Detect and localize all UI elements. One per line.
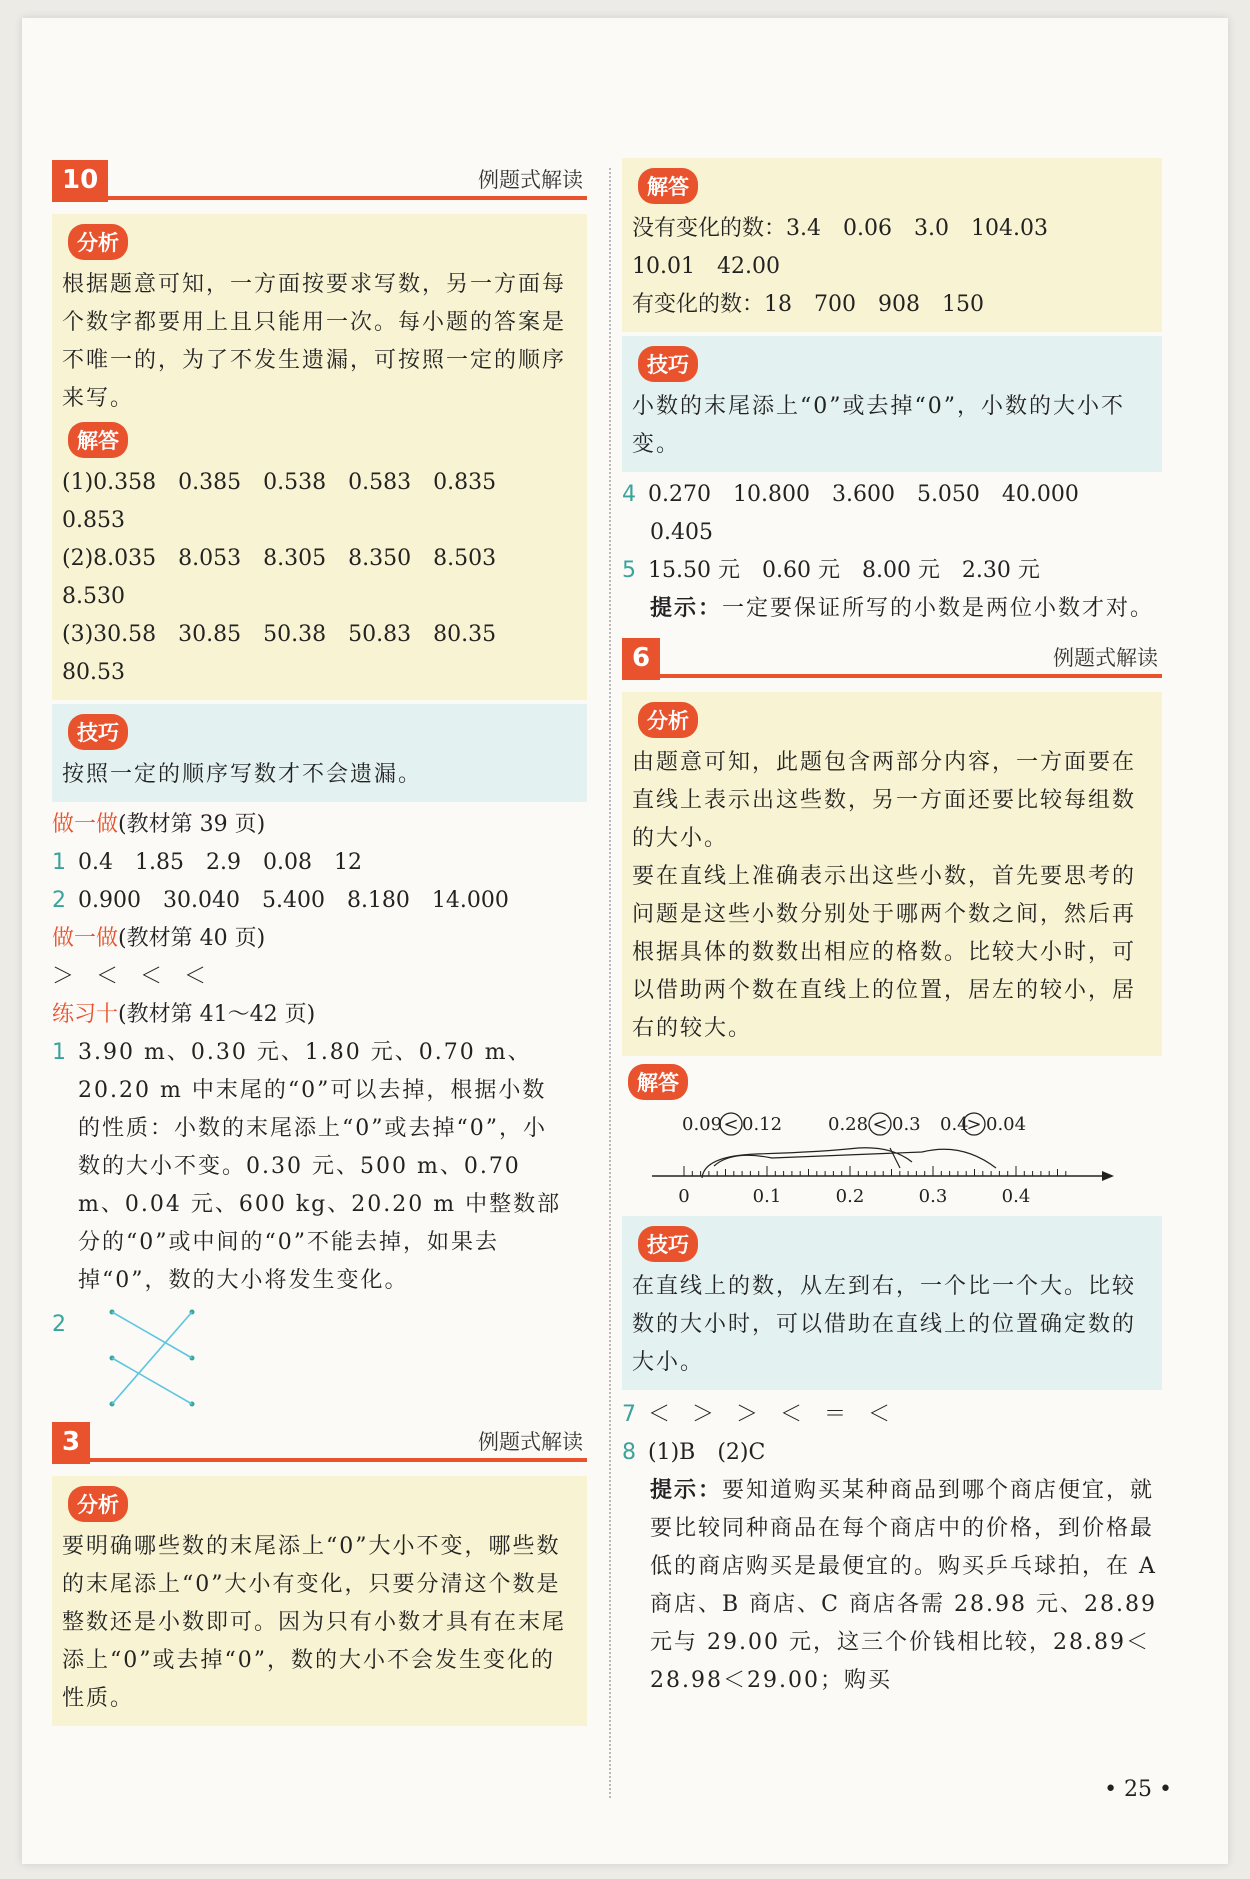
section-title: 例题式解读 bbox=[478, 168, 583, 192]
exercise-heading: 练习十(教材第 41～42 页) bbox=[52, 1002, 316, 1027]
answer-tag: 解答 bbox=[68, 422, 128, 458]
section-10-header bbox=[52, 158, 587, 202]
analysis-tag: 分析 bbox=[638, 702, 698, 738]
left-column bbox=[52, 158, 587, 1730]
question-7: 7 ＜ ＞ ＞ ＜ ＝ ＜ bbox=[622, 1402, 891, 1427]
comparison-right: 0.04 bbox=[986, 1114, 1027, 1135]
analysis-text: 要明确哪些数的末尾添上“0”大小不变，哪些数的末尾添上“0”大小有变化，只要分清这个数是整数还是小数即可。因为只有小数才具有在末尾添上“0”或去掉“0”，数的大小不会发生变化的性质。 bbox=[62, 1534, 567, 1711]
section-6-header bbox=[622, 636, 1162, 680]
answer-line: 10.01 42.00 bbox=[632, 254, 780, 279]
tip-tag: 技巧 bbox=[638, 346, 698, 382]
question-8-hint: 提示：要知道购买某种商品到哪个商店便宜，就要比较同种商品在每个商店中的价格，到价格最低的商店购买是最便宜的。购买乒乓球拍，在 A 商店、B 商店、C 商店各需 28.98 元、28.89 元与 29.00 元，这三个价钱相比较，28.89＜28.98＜29.00；购买 bbox=[650, 1478, 1157, 1693]
textbook-page bbox=[22, 18, 1228, 1864]
question-5: 5 15.50 元 0.60 元 8.00 元 2.30 元 bbox=[622, 558, 1040, 583]
axis-tick-label: 0.4 bbox=[1001, 1186, 1031, 1207]
comparison-right: 0.3 bbox=[892, 1114, 921, 1135]
axis-tick-label: 0.3 bbox=[918, 1186, 948, 1207]
answer-line: 没有变化的数：3.4 0.06 3.0 104.03 bbox=[632, 216, 1048, 241]
analysis-text: 由题意可知，此题包含两部分内容，一方面要在直线上表示出这些数，另一方面还要比较每组数的大小。 bbox=[632, 750, 1137, 851]
exercise-q1: 1 3.90 m、0.30 元、1.80 元、0.70 m、20.20 m 中末尾的“0”可以去掉，根据小数的性质：小数的末尾添上“0”或去掉“0”，小数的大小不变。0.30 元、500 m、0.70 m、0.04 元、600 kg、20.20 m 中整数部分的“0”或中间的“0”不能去掉，如果去掉“0”，数的大小将发生变化。 bbox=[52, 1040, 562, 1293]
header-rule bbox=[52, 1458, 587, 1462]
tip-text: 在直线上的数，从左到右，一个比一个大。比较数的大小时，可以借助在直线上的位置确定数的大小。 bbox=[632, 1274, 1137, 1375]
matching-lines-diagram bbox=[78, 1306, 198, 1416]
page-number: • 25 • bbox=[1104, 1777, 1172, 1802]
header-rule bbox=[52, 196, 587, 200]
practice-heading: 做一做(教材第 39 页) bbox=[52, 812, 266, 837]
tip-text: 小数的末尾添上“0”或去掉“0”，小数的大小不变。 bbox=[632, 394, 1125, 457]
answer-line: (2)8.035 8.053 8.305 8.350 8.503 bbox=[62, 546, 497, 571]
question-4-cont: 0.405 bbox=[650, 520, 713, 545]
practice-answer: 2 0.900 30.040 5.400 8.180 14.000 bbox=[52, 888, 509, 913]
analysis-box bbox=[52, 1476, 587, 1726]
axis-tick-label: 0.2 bbox=[835, 1186, 865, 1207]
column-divider bbox=[609, 168, 611, 1798]
practice-answer: 1 0.4 1.85 2.9 0.08 12 bbox=[52, 850, 362, 875]
comparison-sign: > bbox=[966, 1114, 982, 1135]
section-3-header bbox=[52, 1420, 587, 1464]
answer-line: (1)0.358 0.385 0.538 0.583 0.835 bbox=[62, 470, 497, 495]
tip-box bbox=[622, 1216, 1162, 1390]
answer-line: 0.853 bbox=[62, 508, 125, 533]
practice-answer: ＞ ＜ ＜ ＜ bbox=[52, 964, 207, 989]
answer-section bbox=[622, 1060, 1162, 1216]
question-4: 4 0.270 10.800 3.600 5.050 40.000 bbox=[622, 482, 1079, 507]
answer-line: 80.53 bbox=[62, 660, 125, 685]
analysis-tag: 分析 bbox=[68, 1486, 128, 1522]
section-title: 例题式解读 bbox=[1053, 646, 1158, 670]
analysis-text: 要在直线上准确表示出这些小数，首先要思考的问题是这些小数分别处于哪两个数之间，然后再根据具体的数数出相应的格数。比较大小时，可以借助两个数在直线上的位置，居左的较小，居右的较大。 bbox=[632, 864, 1137, 1041]
right-column bbox=[622, 158, 1162, 1700]
tip-text: 按照一定的顺序写数才不会遗漏。 bbox=[62, 762, 423, 787]
analysis-tag: 分析 bbox=[68, 224, 128, 260]
tip-box bbox=[622, 336, 1162, 472]
comparison-sign: < bbox=[723, 1114, 739, 1135]
exercise-q2: 2 bbox=[52, 1306, 587, 1416]
section-title: 例题式解读 bbox=[478, 1430, 583, 1454]
analysis-text: 根据题意可知，一方面按要求写数，另一方面每个数字都要用上且只能用一次。每小题的答案是不唯一的，为了不发生遗漏，可按照一定的顺序来写。 bbox=[62, 272, 567, 411]
section-number: 6 bbox=[622, 638, 660, 680]
comparison-right: 0.12 bbox=[742, 1114, 783, 1135]
tip-tag: 技巧 bbox=[68, 714, 128, 750]
tip-tag: 技巧 bbox=[638, 1226, 698, 1262]
comparison-left: 0.09 bbox=[682, 1114, 723, 1135]
axis-tick-label: 0 bbox=[678, 1186, 690, 1207]
comparison-left: 0.28 bbox=[828, 1114, 869, 1135]
header-rule bbox=[622, 674, 1162, 678]
practice-heading: 做一做(教材第 40 页) bbox=[52, 926, 266, 951]
question-5-hint: 提示：一定要保证所写的小数是两位小数才对。 bbox=[650, 596, 1155, 621]
axis-arrow bbox=[1102, 1171, 1114, 1181]
answer-line: (3)30.58 30.85 50.38 50.83 80.35 bbox=[62, 622, 497, 647]
answer-tag: 解答 bbox=[638, 168, 698, 204]
answer-box bbox=[622, 158, 1162, 332]
axis-tick-label: 0.1 bbox=[752, 1186, 782, 1207]
answer-line: 有变化的数：18 700 908 150 bbox=[632, 292, 984, 317]
answer-tag: 解答 bbox=[628, 1064, 688, 1100]
answer-line: 8.530 bbox=[62, 584, 125, 609]
tip-box bbox=[52, 704, 587, 802]
number-line-figure bbox=[622, 1106, 1162, 1216]
section-number: 3 bbox=[52, 1422, 90, 1464]
section-number: 10 bbox=[52, 160, 108, 202]
analysis-box bbox=[52, 214, 587, 700]
comparison-left: 0.4 bbox=[940, 1114, 969, 1135]
analysis-box bbox=[622, 692, 1162, 1056]
question-8: 8 (1)B (2)C bbox=[622, 1440, 766, 1465]
comparison-sign: < bbox=[872, 1114, 888, 1135]
